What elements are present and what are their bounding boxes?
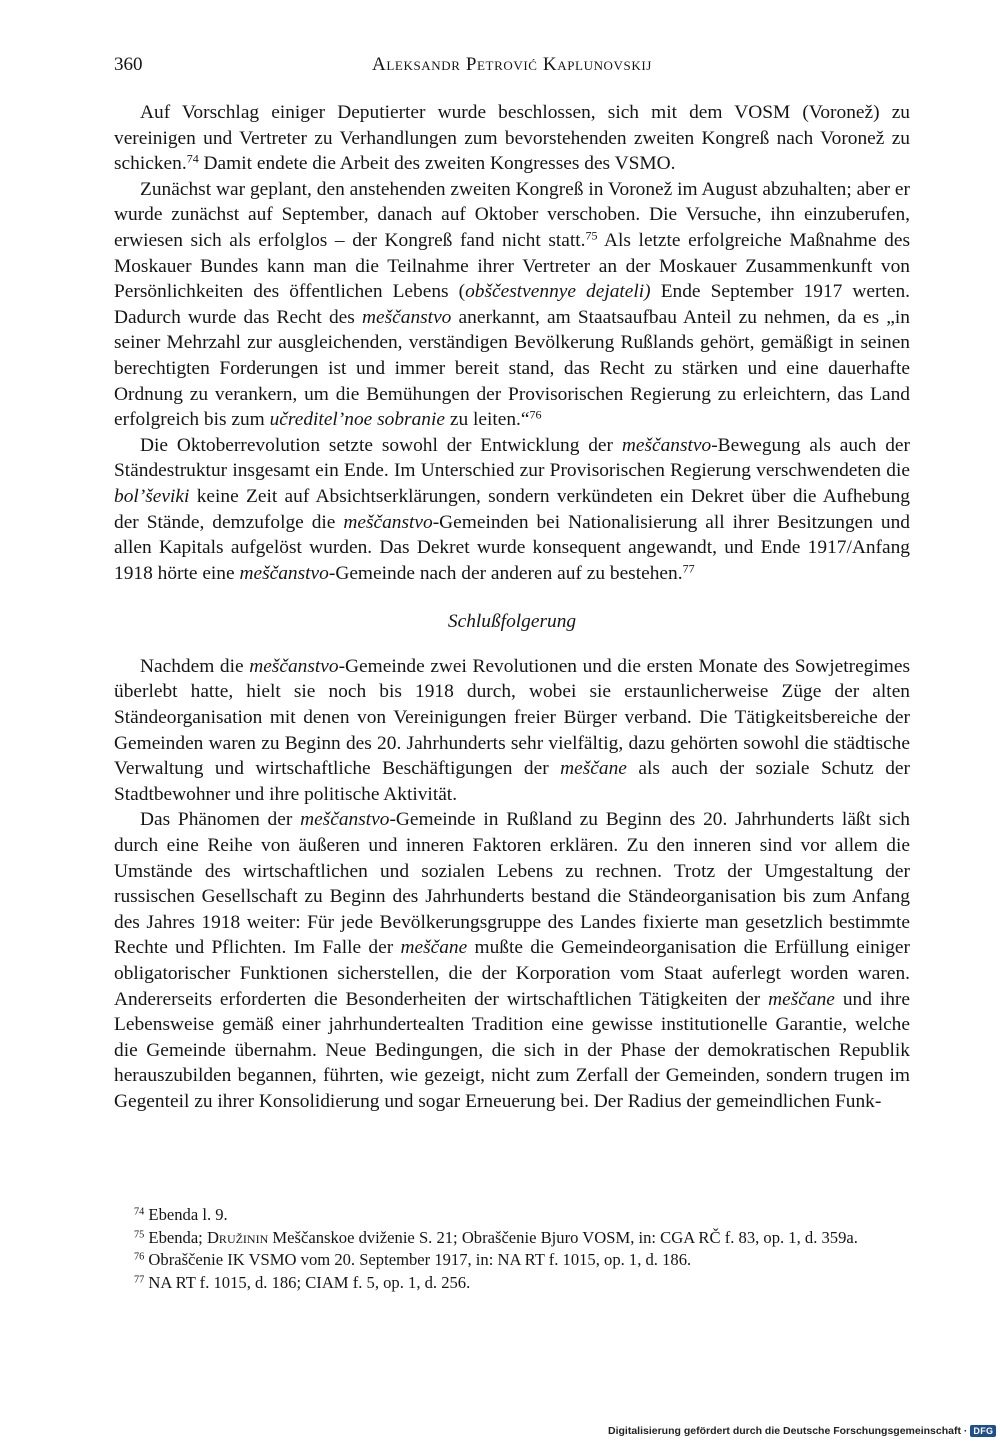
main-text <box>114 100 910 1115</box>
section-heading: Schlußfolgerung <box>447 611 577 633</box>
paragraph-1: Auf Vorschlag einiger Deputierter wurde beschlossen, sich mit dem VOSM (Voronež) zu vereinigen und Vertreter zu Verhandlungen zum bevorstehenden zweiten Kongreß nach Voronež zu schicken.$^{74}$ Damit endete die Arbeit des zweiten Kongresses des VSMO. <box>114 102 910 175</box>
paragraph-2: Zunächst war geplant, den anstehenden zweiten Kongreß in Voronež im August abzuhalten; aber er wurde zunächst auf September, danach auf Oktober verschoben. Die Versuche, ihn einzuberufen, erwiesen sich als erfolglos – der Kongreß fand nicht statt.$^{75}$ Als letzte erfolgreiche Maßnahme des Moskauer Bundes kann man die Teilnahme ihrer Vertreter an der Moskauer Zusammenkunft von Persönlichkeiten des öffentlichen Lebens (obščestvennye dejateli) Ende September 1917 werten. Dadurch wurde das Recht des meščanstvo anerkannt, am Staatsaufbau Anteil zu nehmen, da es „in seiner Mehrzahl zur ausgleichenden, verständigen Bevölkerung Rußlands gehört, gemäßigt in seinen berechtigten Forderungen ist und immer bereit stand, das Recht zu stärken und eine dauerhafte Ordnung zu verankern, um die Bemühungen der Provisorischen Regierung zu erleichtern, das Land erfolgreich bis zum učreditel’noe sobranie zu leiten.“$^{76}$ <box>114 178 911 431</box>
dfg-logo: DFG <box>970 1425 996 1437</box>
footnotes <box>114 1204 910 1294</box>
paragraph-4: Nachdem die meščanstvo-Gemeinde zwei Revolutionen und die ersten Monate des Sowjetregimes überlebt hatte, hielt sie noch bis 1918 durch, wobei sie erstaunlicherweise Züge der alten Ständeorganisation mit denen von Vereinigungen freier Bürger verband. Die Tätigkeitsbereiche der Gemeinden waren zu Beginn des 20. Jahrhunderts sehr vielfältig, dazu gehörten sowohl die städtische Verwaltung und wirtschaftliche Beschäftigungen der meščane als auch der soziale Schutz der Stadtbewohner und ihre politische Aktivität. <box>114 655 910 805</box>
paragraph-5: Das Phänomen der meščanstvo-Gemeinde in Rußland zu Beginn des 20. Jahrhunderts läßt sich durch eine Reihe von äußeren und inneren Faktoren erklären. Zu den inneren sind vor allem die Umstände des wirtschaftlichen und sozialen Lebens zu rechnen. Trotz der Umgestaltung der russischen Gesellschaft zu Beginn des Jahrhunderts bestand die Ständeorganisation bis zum Anfang des Jahres 1918 weiter: Für jede Bevölkerungsgruppe des Landes fixierte man gesetzlich bestimmte Rechte und Pflichten. Im Falle der meščane mußte die Gemeindeorganisation die Erfüllung einiger obligatorischer Funktionen sicherstellen, die der Korporation vom Staat auferlegt worden waren. Andererseits erforderten die Besonderheiten der wirtschaftlichen Tätigkeiten der meščane und ihre Lebensweise gemäß einer jahrhundertealten Tradition eine gewisse institutionelle Garantie, welche die Gemeinde übernahm. Neue Bedingungen, die sich in der Phase der demokratischen Republik herauszubilden begannen, führten, wie gezeigt, nicht zum Zerfall der Gemeinden, sondern trugen im Gegenteil zu ihrer Konsolidierung und sogar Erneuerung bei. Der Radius der gemeindlichen Funk- <box>114 809 911 1112</box>
page-number: 360 <box>114 54 143 75</box>
footnote-74: $^{74}$ Ebenda l. 9. <box>134 1205 228 1224</box>
footnote-75: $^{75}$ Ebenda; Družinin Meščanskoe dviženie S. 21; Obraščenie Bjuro VOSM, in: CGA RČ f. 83, op. 1, d. 359a. <box>134 1227 858 1247</box>
footnote-77: $^{77}$ NA RT f. 1015, d. 186; CIAM f. 5, op. 1, d. 256. <box>134 1272 471 1292</box>
running-head: Aleksandr Petrović Kaplunovskij <box>372 54 652 75</box>
digitization-credit <box>608 1425 996 1437</box>
page-header <box>114 54 910 84</box>
paragraph-3: Die Oktoberrevolution setzte sowohl der Entwicklung der meščanstvo-Bewegung als auch der Ständestruktur insgesamt ein Ende. Im Unterschied zur Provisorischen Regierung verschwendeten die bol’ševiki keine Zeit auf Absichtserklärungen, sondern verkündeten ein Dekret über die Aufhebung der Stände, demzufolge die meščanstvo-Gemeinden bei Nationalisierung all ihrer Besitzungen und allen Kapitals aufgelöst wurden. Das Dekret wurde konsequent angewandt, und Ende 1917/Anfang 1918 hörte eine meščanstvo-Gemeinde nach der anderen auf zu bestehen.$^{77}$ <box>114 434 910 584</box>
footnote-76: $^{76}$ Obraščenie IK VSMO vom 20. September 1917, in: NA RT f. 1015, op. 1, d. 186. <box>134 1250 692 1270</box>
credit-text: Digitalisierung gefördert durch die Deutsche Forschungsgemeinschaft · <box>608 1425 968 1437</box>
